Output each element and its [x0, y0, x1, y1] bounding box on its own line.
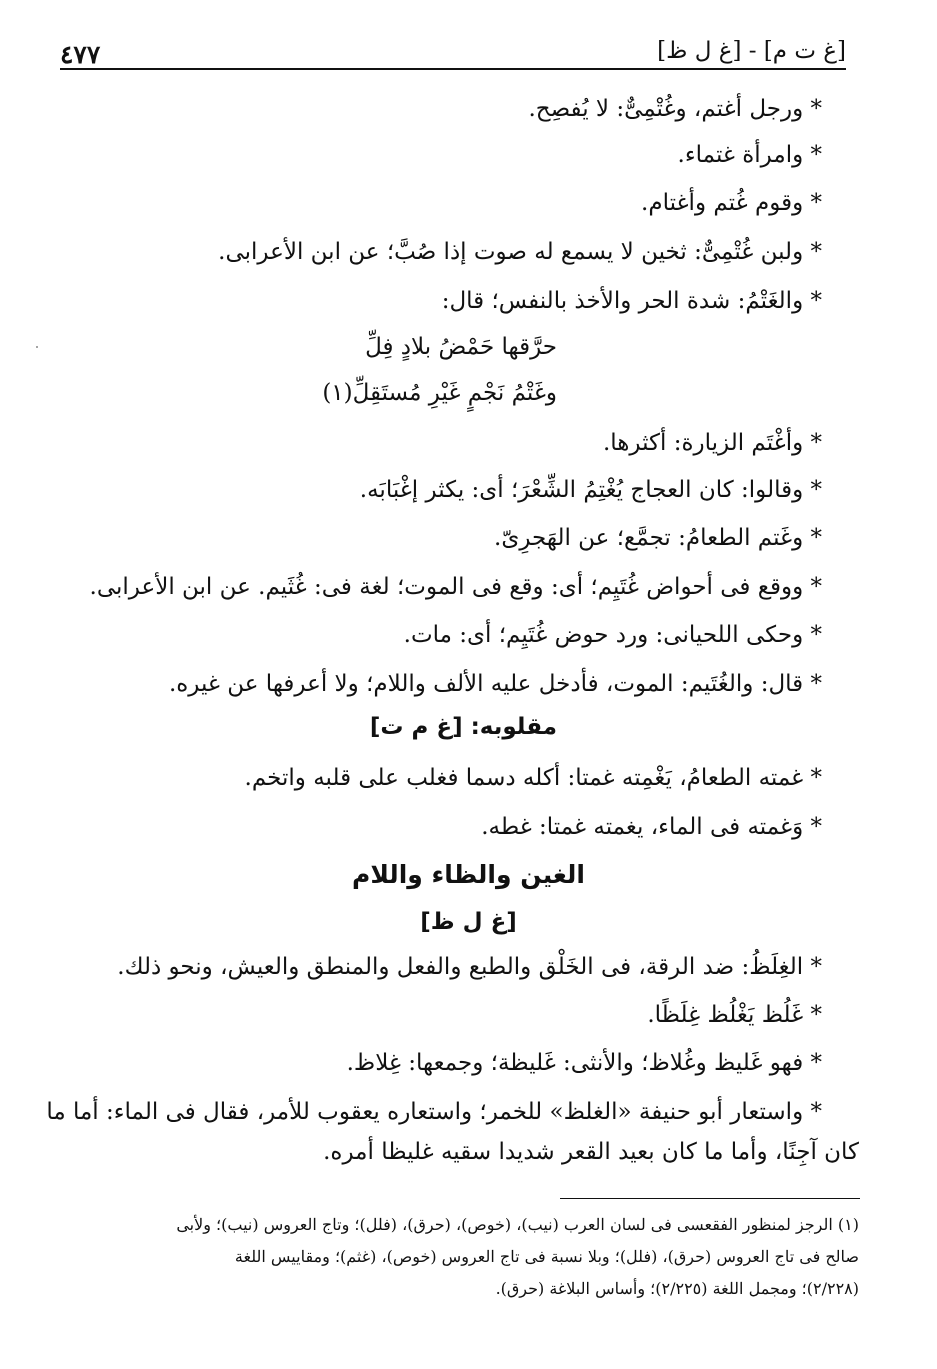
root-heading: [غ ل ظ] — [420, 909, 517, 935]
footnote-line: صالح فى تاج العروس (حرق)، (فلل)؛ وبلا نسبة فى تاج العروس (خوص)، (غثم)؛ ومقاييس اللغة — [234, 1247, 859, 1266]
entry-line: * والغَتْمُ: شدة الحر والأخذ بالنفس؛ قال: — [441, 288, 822, 314]
entry-line: * ورجل أغتم، وغُتْمِىٌّ: لا يُفصِح. — [528, 96, 822, 122]
entry-line: * وَغمته فى الماء، يغمته غمتا: غطه. — [481, 814, 822, 840]
entry-line: * فهو غَليظ وغُلاظ؛ والأنثى: غَليظة؛ وجمعها: غِلاظ. — [346, 1050, 822, 1076]
running-head: [غ ت م] - [غ ل ظ] — [657, 38, 846, 64]
entry-line: كان آجِنًا، وأما ما كان بعيد القعر شديدا سقيه غليظا أمره. — [323, 1139, 859, 1165]
entry-line: * ولبن غُتْمِىٌّ: ثخين لا يسمع له صوت إذا صُبَّ؛ عن ابن الأعرابى. — [218, 239, 822, 265]
verse-line: حرَّقها حَمْضُ بلادٍ فِلِّ — [365, 334, 557, 360]
entry-line: * الغِلَظُ: ضد الرقة، فى الخَلْق والطبع والفعل والمنطق والعيش، ونحو ذلك. — [117, 954, 822, 980]
page-number: ٤٧٧ — [60, 40, 101, 69]
footnote-line: (١) الرجز لمنظور الفقعسى فى لسان العرب (نيب)، (خوص)، (حرق)، (فلل)؛ وتاج العروس (نيب)؛ ولأبى — [176, 1215, 859, 1234]
entry-line: * وحكى اللحيانى: ورد حوض غُتَيِم؛ أى: مات. — [403, 622, 822, 648]
margin-speck — [36, 346, 38, 348]
entry-line: * وغَتم الطعامُ: تجمَّع؛ عن الهَجرِىّ. — [494, 525, 822, 551]
entry-line: * وأغْتَم الزيارة: أكثرها. — [602, 430, 822, 456]
footnote-rule — [560, 1198, 860, 1199]
entry-line: * واستعار أبو حنيفة «الغلظ» للخمر؛ واستعاره يعقوب للأمر، فقال فى الماء: أما ما — [46, 1099, 822, 1125]
page-header — [60, 36, 846, 70]
entry-line: * وقوم غُتم وأغتام. — [641, 190, 822, 216]
verse-line: وغَتْمُ نَجْمٍ غَيْرِ مُستَقِلِّ(١) — [322, 380, 557, 406]
entry-line: * غمته الطعامُ، يَغْمِته غمتا: أكله دسما فغلب على قلبه واتخم. — [244, 765, 822, 791]
subsection-heading: مقلوبه: [غ م ت] — [369, 714, 557, 740]
section-heading: الغين والظاء واللام — [352, 860, 585, 889]
entry-line: * وامرأة غتماء. — [677, 142, 822, 168]
footnote-line: (٢/٢٢٨)؛ ومجمل اللغة (٢/٢٢٥)؛ وأساس البلاغة (حرق). — [495, 1279, 859, 1298]
entry-line: * ووقع فى أحواض غُتَيِم؛ أى: وقع فى الموت؛ لغة فى: غُثَيم. عن ابن الأعرابى. — [89, 574, 822, 600]
entry-line: * غَلُظ يَغْلُظ غِلَظًا. — [647, 1002, 822, 1028]
entry-line: * قال: والغُتَيم: الموت، فأدخل عليه الألف واللام؛ ولا أعرفها عن غيره. — [168, 671, 822, 697]
header-rule — [60, 68, 846, 70]
entry-line: * وقالوا: كان العجاج يُغْتِمُ الشِّعْرَ؛ أى: يكثر إغْبَابَه. — [359, 477, 822, 503]
